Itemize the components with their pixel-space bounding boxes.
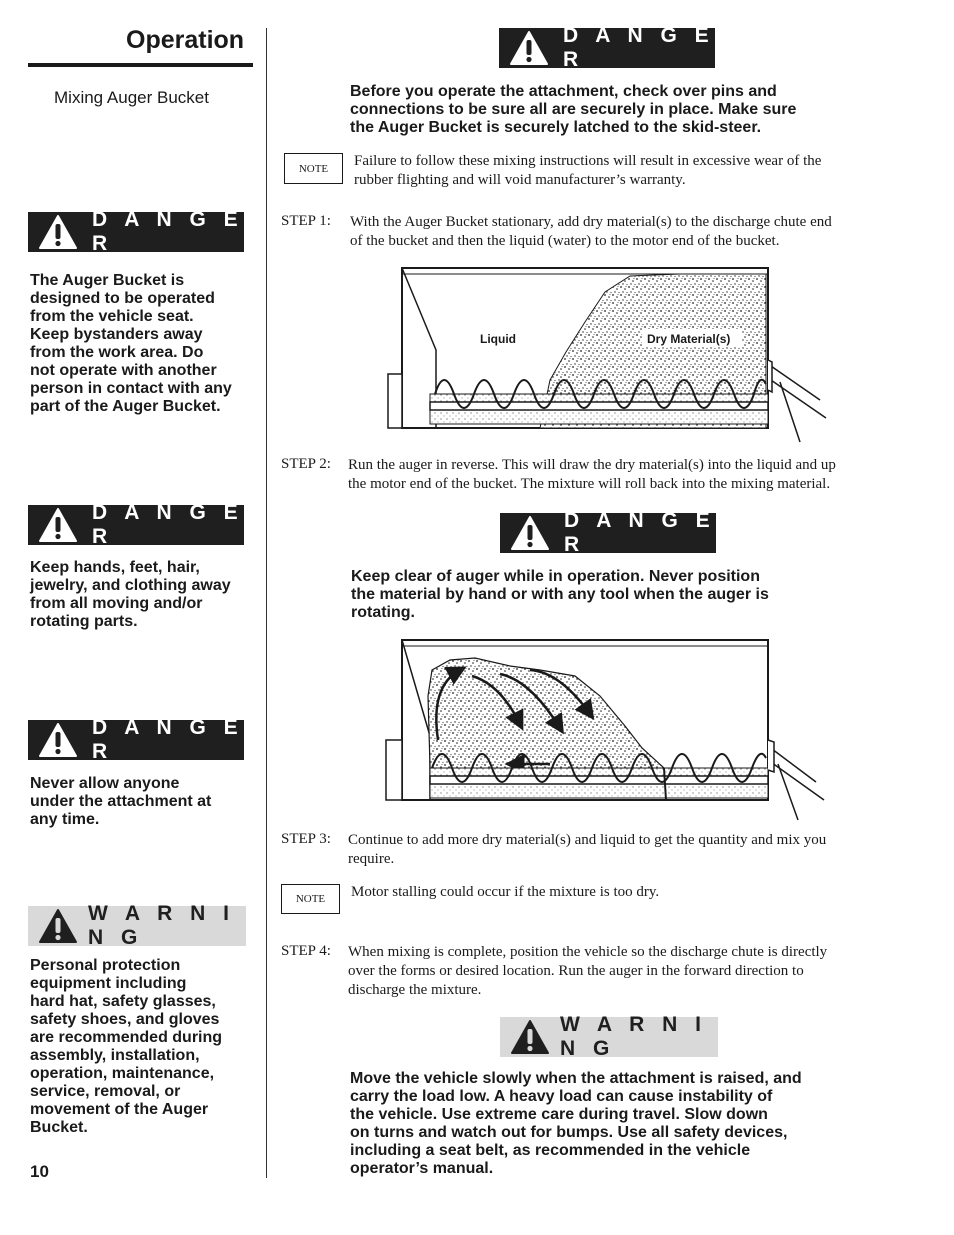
text-line: from all moving and/or (30, 595, 203, 612)
title-rule (28, 63, 253, 67)
warning-triangle-icon (38, 214, 78, 250)
signal-word: D A N G E R (92, 208, 244, 255)
text-line: Continue to add more dry material(s) and liquid to get the quantity and mix you (348, 832, 827, 848)
text-line: over the forms or desired location. Run the auger in the forward direction to (348, 963, 804, 979)
text-line: Failure to follow these mixing instructions will result in excessive wear of the (354, 153, 822, 169)
auger-bucket-figure-2 (380, 636, 830, 822)
text-line: service, removal, or (30, 1083, 181, 1100)
text-line: carry the load low. A heavy load can cause instability of (350, 1088, 773, 1105)
warning-text-1 (30, 957, 262, 1137)
text-line: Before you operate the attachment, check over pins and (350, 83, 777, 100)
danger-text-2 (30, 559, 262, 631)
text-line: from the work area. Do (30, 344, 204, 361)
signal-word: W A R N I N G (560, 1013, 707, 1060)
text-line: rotating parts. (30, 613, 138, 630)
text-line: Run the auger in reverse. This will draw the dry material(s) into the liquid and up (348, 457, 836, 473)
text-line: the motor end of the bucket. The mixture will roll back into the mixing material. (348, 476, 831, 492)
warning-triangle-icon (510, 515, 550, 551)
warning-triangle-icon (38, 908, 78, 944)
text-line: movement of the Auger (30, 1101, 209, 1118)
step-4-text (348, 943, 918, 1000)
text-line: of the bucket and then the liquid (water) to the motor end of the bucket. (350, 233, 780, 249)
step-1-label: STEP 1: (281, 213, 331, 229)
text-line: the material by hand or with any tool when the auger is (351, 586, 769, 603)
signal-word: D A N G E R (92, 716, 244, 763)
text-line: Move the vehicle slowly when the attachment is raised, and (350, 1070, 802, 1087)
text-line: connections to be sure all are securely in place. Make sure (350, 101, 797, 118)
text-line: Bucket. (30, 1119, 88, 1136)
page-number: 10 (30, 1162, 49, 1181)
signal-word: D A N G E R (564, 509, 716, 556)
text-line: designed to be operated (30, 290, 215, 307)
text-line: rotating. (351, 604, 415, 621)
danger-text-1 (30, 272, 262, 416)
text-line: Motor stalling could occur if the mixture is too dry. (351, 884, 660, 900)
page-subtitle: Mixing Auger Bucket (54, 88, 209, 107)
danger-label-3 (28, 716, 244, 763)
text-line: safety shoes, and gloves (30, 1011, 220, 1028)
danger-text-top (350, 83, 910, 137)
text-line: including a seat belt, as recommended in the vehicle (350, 1142, 751, 1159)
auger-bucket-figure-1 (380, 262, 830, 448)
text-line: Keep bystanders away (30, 326, 203, 343)
text-line: rubber flighting and will void manufacturer’s warranty. (354, 172, 686, 188)
text-line: Never allow anyone (30, 775, 180, 792)
liquid-label: Liquid (480, 332, 516, 346)
danger-label-middle (500, 509, 716, 556)
text-line: any time. (30, 811, 100, 828)
danger-label-top (499, 24, 715, 71)
warning-text-2 (350, 1070, 920, 1178)
text-line: Keep hands, feet, hair, (30, 559, 200, 576)
text-line: Keep clear of auger while in operation. Never position (351, 568, 760, 585)
column-divider (266, 28, 267, 1178)
text-line: assembly, installation, (30, 1047, 200, 1064)
danger-label-2 (28, 501, 244, 548)
step-3-label: STEP 3: (281, 831, 331, 847)
text-line: on turns and watch out for bumps. Use all safety devices, (350, 1124, 788, 1141)
text-line: When mixing is complete, position the vehicle so the discharge chute is directly (348, 944, 828, 960)
danger-text-3 (30, 775, 262, 829)
text-line: hard hat, safety glasses, (30, 993, 216, 1010)
text-line: person in contact with any (30, 380, 232, 397)
text-line: operation, maintenance, (30, 1065, 215, 1082)
text-line: not operate with another (30, 362, 217, 379)
warning-label-1 (28, 902, 246, 949)
note-text-2 (351, 883, 911, 902)
text-line: discharge the mixture. (348, 982, 482, 998)
text-line: the vehicle. Use extreme care during travel. Slow down (350, 1106, 768, 1123)
signal-word: D A N G E R (92, 501, 244, 548)
step-3-text (348, 831, 918, 869)
warning-label-2 (500, 1013, 718, 1060)
text-line: With the Auger Bucket stationary, add dry material(s) to the discharge chute end (350, 214, 832, 230)
text-line: equipment including (30, 975, 187, 992)
page-title: Operation (126, 26, 245, 54)
text-line: require. (348, 851, 395, 867)
danger-text-middle (351, 568, 911, 622)
step-2-label: STEP 2: (281, 456, 331, 472)
signal-word: D A N G E R (563, 24, 715, 71)
warning-triangle-icon (510, 1019, 550, 1055)
warning-triangle-icon (509, 30, 549, 66)
note-text-1 (354, 152, 914, 190)
danger-label-1 (28, 208, 244, 255)
text-line: Personal protection (30, 957, 181, 974)
signal-word: W A R N I N G (88, 902, 235, 949)
text-line: under the attachment at (30, 793, 212, 810)
step-2-text (348, 456, 928, 494)
note-box-2: NOTE (281, 884, 340, 914)
text-line: are recommended during (30, 1029, 223, 1046)
text-line: part of the Auger Bucket. (30, 398, 221, 415)
warning-triangle-icon (38, 507, 78, 543)
text-line: from the vehicle seat. (30, 308, 194, 325)
text-line: The Auger Bucket is (30, 272, 185, 289)
text-line: the Auger Bucket is securely latched to the skid-steer. (350, 119, 762, 136)
note-box-1: NOTE (284, 153, 343, 184)
text-line: jewelry, and clothing away (30, 577, 231, 594)
warning-triangle-icon (38, 722, 78, 758)
step-4-label: STEP 4: (281, 943, 331, 959)
text-line: operator’s manual. (350, 1160, 494, 1177)
dry-material-label: Dry Material(s) (647, 332, 731, 346)
step-1-text (350, 213, 920, 251)
